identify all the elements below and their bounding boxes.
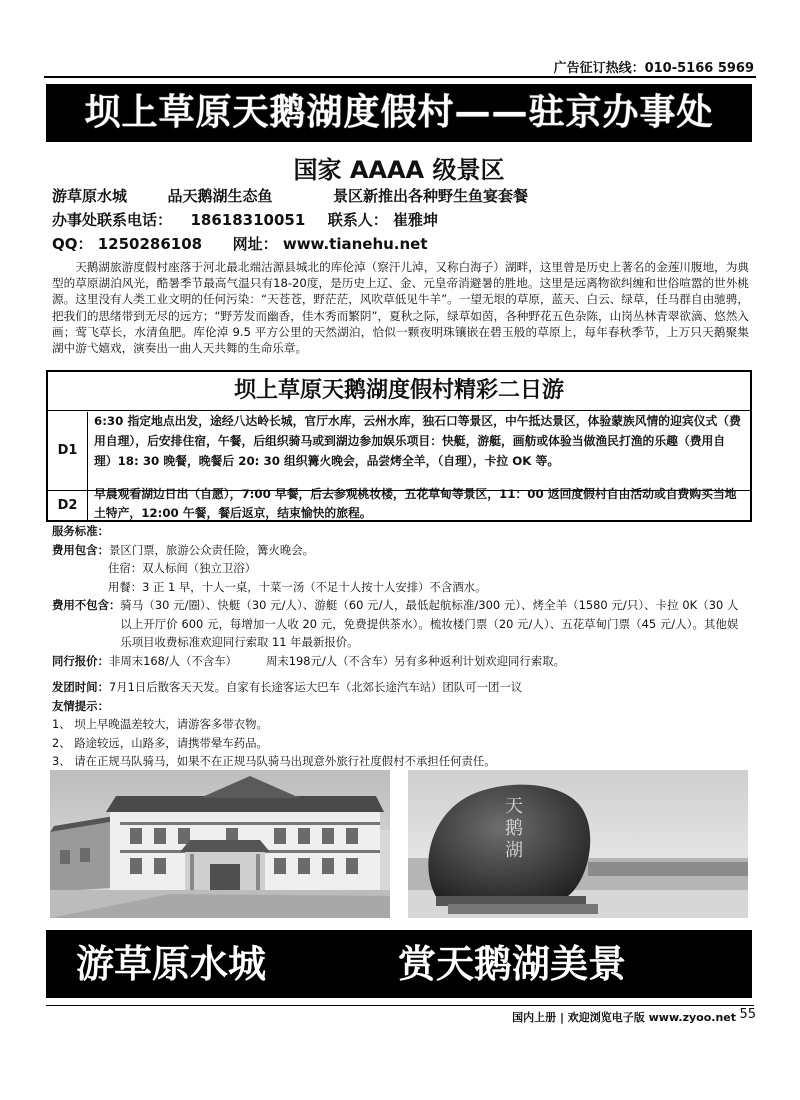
tagline-2: 品天鹅湖生态鱼 [167,187,273,205]
phone-number: 18618310051 [190,211,306,229]
tip-item: 2、 路途较远，山路多，请携带晕车药品。 [52,735,268,750]
footer-slogan-left: 游草原水城 [76,942,267,986]
qq-label: QQ： [52,235,93,253]
include-label: 费用包含： [52,542,109,557]
day-text: 早晨观看湖边日出（自愿），7:00 早餐，后去参观桃妆楼，五花草甸等景区，11：00 返回度假村自由活动或自费购买当地土特产，12:00 午餐，餐后返京，结束愉快的旅程。 [94,487,737,520]
tagline-1: 游草原水城 [52,187,128,205]
resort-building-photo [50,770,390,918]
tagline-3: 景区新推出各种野生鱼宴套餐 [332,187,528,205]
person-name: 崔雅坤 [393,211,439,229]
depart-label: 发团时间： [52,680,109,694]
tips-label: 友情提示： [52,698,109,713]
main-banner-title: 坝上草原天鹅湖度假村——驻京办事处 [46,84,752,142]
day-label: D2 [48,491,88,520]
exclude-label: 费用不包含： [52,598,121,612]
taglines [52,185,528,206]
top-rule [44,76,756,78]
footer-banner [46,930,752,998]
page-number: 55 [739,1007,756,1022]
phone-label: 办事处联系电话： [52,211,173,229]
footer-text: 国内上册 | 欢迎浏览电子版 www.zyoo.net [512,1011,736,1024]
include-item: 用餐：3 正 1 早，十人一桌，十菜一汤（不足十人按十人安排）不含酒水。 [108,579,487,594]
person-label: 联系人： [327,211,388,229]
intro-paragraph: 天鹅湖旅游度假村座落于河北最北端沽源县城北的库伦淖（察汗儿淖，又称白海子）湖畔，这里曾是历史上著名的金莲川腹地，为典型的草原湖泊风光，酷暑季节最高气温只有18-20度，是历史上辽、金、元皇帝消避暑的胜地。这里是远离物欲纠缠和世俗喧嚣的世外桃源。这里没有人类工业文明的任何污染：“天苍苍，野茫茫，风吹草低见牛羊”。一望无垠的草原，蓝天、白云、绿草，任马群自由驰骋，把我们的思绪带到无尽的远方；“野芳发而幽香，佳木秀而繁阴”，夏秋之际，绿草如茵，各种野花五色杂陈，山岗丛林青翠欲滴、悠然入画；莺飞草长，水清鱼肥。库伦淖 9.5 平方公里的天然湖泊，恰似一颗夜明珠镶嵌在碧玉般的草原上，每年春秋季节，上万只天鹅聚集湖中游弋嬉戏，演奏出一曲人天共舞的生命乐章。 [52,260,749,356]
tour-title: 坝上草原天鹅湖度假村精彩二日游 [48,372,750,411]
service-section [52,522,752,789]
contact-qq-row [52,233,428,254]
include-item: 住宿：双人标间（独立卫浴） [108,561,257,575]
qq-number: 1250286108 [97,235,203,253]
exclude-text: 骑马（30 元/圈）、快艇（30 元/人）、游艇（60 元/人，最低起航标准/300 元）、烤全羊（1580 元/只）、卡拉 0K（30 人以上开厅价 600 元，每增加一人收 20 元，免费提供茶水）。梳妆楼门票（20 元/人）、五花草甸门票（45 元/人）。其他娱乐项目收费标准欢迎同行索取 11 年最新报价。 [120,598,739,649]
peer-price-text: 非周末168/人（不含车） 周末198元/人（不含车）另有多种返利计划欢迎同行索取。 [108,653,565,668]
contact-phone-row [52,209,438,230]
peer-price-label: 同行报价： [52,653,109,668]
day-row [48,412,750,491]
tip-item: 3、 请在正规马队骑马，如果不在正规马队骑马出现意外旅行社度假村不承担任何责任。 [52,754,496,768]
swan-lake-rock-photo [408,770,748,918]
day-text: 6:30 指定地点出发，途经八达岭长城，官厅水库，云州水库，独石口等景区，中午抵达景区，体验蒙族风情的迎宾仪式（费用自理），后安排住宿，午餐，后组织骑马或到湖边参加娱乐项目：快艇，游艇，画舫或体验当做渔民打渔的乐趣（费用自理）18: 30 晚餐，晚餐后 20: 30 组织篝火晚会，品尝烤全羊，（自理），卡拉 OK 等。 [94,414,741,469]
rock-carved-text: 天鹅湖 [505,796,523,861]
day-row [48,487,750,520]
scenic-grade: 国家 AAAA 级景区 [293,156,505,184]
ad-hotline: 广告征订热线：010-5166 5969 [553,61,754,76]
site-url[interactable]: www.tianehu.net [282,235,428,253]
service-standard-label: 服务标准： [52,524,109,538]
footer-slogan-right: 赏天鹅湖美景 [398,942,627,986]
day-label: D1 [48,412,88,490]
include-item: 景区门票，旅游公众责任险，篝火晚会。 [108,542,315,557]
footer-rule [46,1005,754,1006]
tip-item: 1、 坝上早晚温差较大，请游客多带衣物。 [52,717,268,731]
site-label: 网址： [232,235,278,253]
tour-days [48,412,750,520]
depart-text: 7月1日后散客天天发。自家有长途客运大巴车（北郊长途汽车站）团队可一团一议 [108,680,523,694]
